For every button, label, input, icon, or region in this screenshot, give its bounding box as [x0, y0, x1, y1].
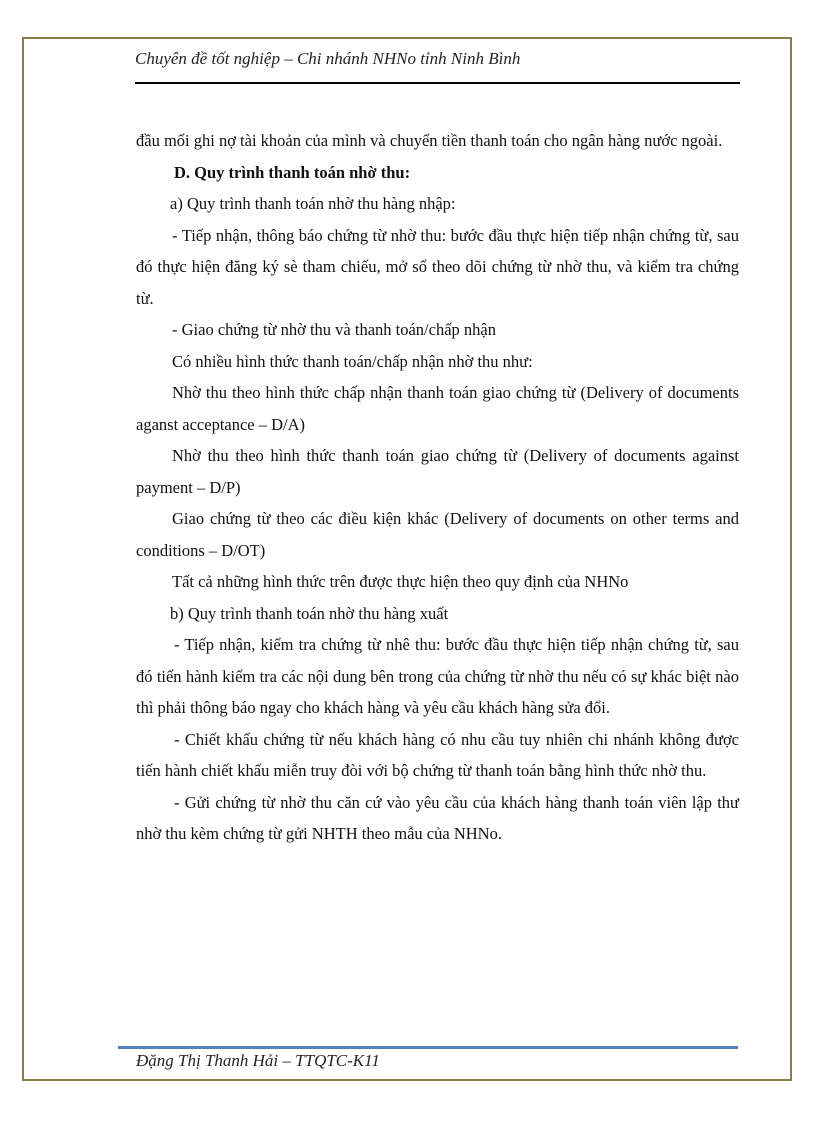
subsection-heading: b) Quy trình thanh toán nhờ thu hàng xuất [170, 603, 449, 623]
subsection-heading: a) Quy trình thanh toán nhờ thu hàng nhập: [170, 194, 456, 213]
page-footer-author: Đặng Thị Thanh Hải – TTQTC-K11 [136, 1051, 380, 1070]
paragraph: Có nhiều hình thức thanh toán/chấp nhận nhờ thu như: [172, 351, 533, 371]
paragraph: Nhờ thu theo hình thức thanh toán giao chứng từ (Delivery of documents against payment – D/P) [136, 446, 739, 497]
paragraph: - Tiếp nhận, thông báo chứng từ nhờ thu: bước đầu thực hiện tiếp nhận chứng từ, sau đó thực hiện đăng ký sè tham chiếu, mở sổ theo dõi chứng từ nhờ thu, và kiểm tra chứng từ. [136, 225, 739, 308]
document-body [136, 125, 739, 850]
paragraph: Nhờ thu theo hình thức chấp nhận thanh toán giao chứng từ (Delivery of documents aganst acceptance – D/A) [136, 383, 739, 434]
paragraph: - Tiếp nhận, kiểm tra chứng từ nhê thu: bước đầu thực hiện tiếp nhận chứng từ, sau đó tiến hành kiểm tra các nội dung bên trong của chứng từ nhờ thu nếu có sự khác biệt nào thì phải thông báo ngay cho khách hàng và yêu cầu khách hàng sửa đổi. [136, 635, 739, 717]
header-divider [135, 82, 740, 84]
paragraph: - Gửi chứng từ nhờ thu căn cứ vào yêu cầu của khách hàng thanh toán viên lập thư nhờ thu kèm chứng từ gửi NHTH theo mẫu của NHNo. [136, 792, 739, 843]
section-heading: D. Quy trình thanh toán nhờ thu: [174, 162, 411, 182]
footer-divider [118, 1046, 738, 1049]
page-header-title: Chuyên đề tốt nghiệp – Chi nhánh NHNo tỉnh Ninh Bình [135, 49, 521, 68]
paragraph: đầu mối ghi nợ tài khoản của mình và chuyển tiền thanh toán cho ngân hàng nước ngoài. [136, 131, 723, 150]
paragraph: Giao chứng từ theo các điều kiện khác (Delivery of documents on other terms and conditions – D/OT) [136, 509, 739, 560]
paragraph: Tất cả những hình thức trên được thực hiện theo quy định của NHNo [172, 572, 629, 591]
paragraph: - Chiết khấu chứng từ nếu khách hàng có nhu cầu tuy nhiên chi nhánh không được tiến hành chiết khấu miễn truy đòi với bộ chứng từ thanh toán bằng hình thức nhờ thu. [136, 729, 739, 780]
paragraph: - Giao chứng từ nhờ thu và thanh toán/chấp nhận [172, 320, 496, 339]
